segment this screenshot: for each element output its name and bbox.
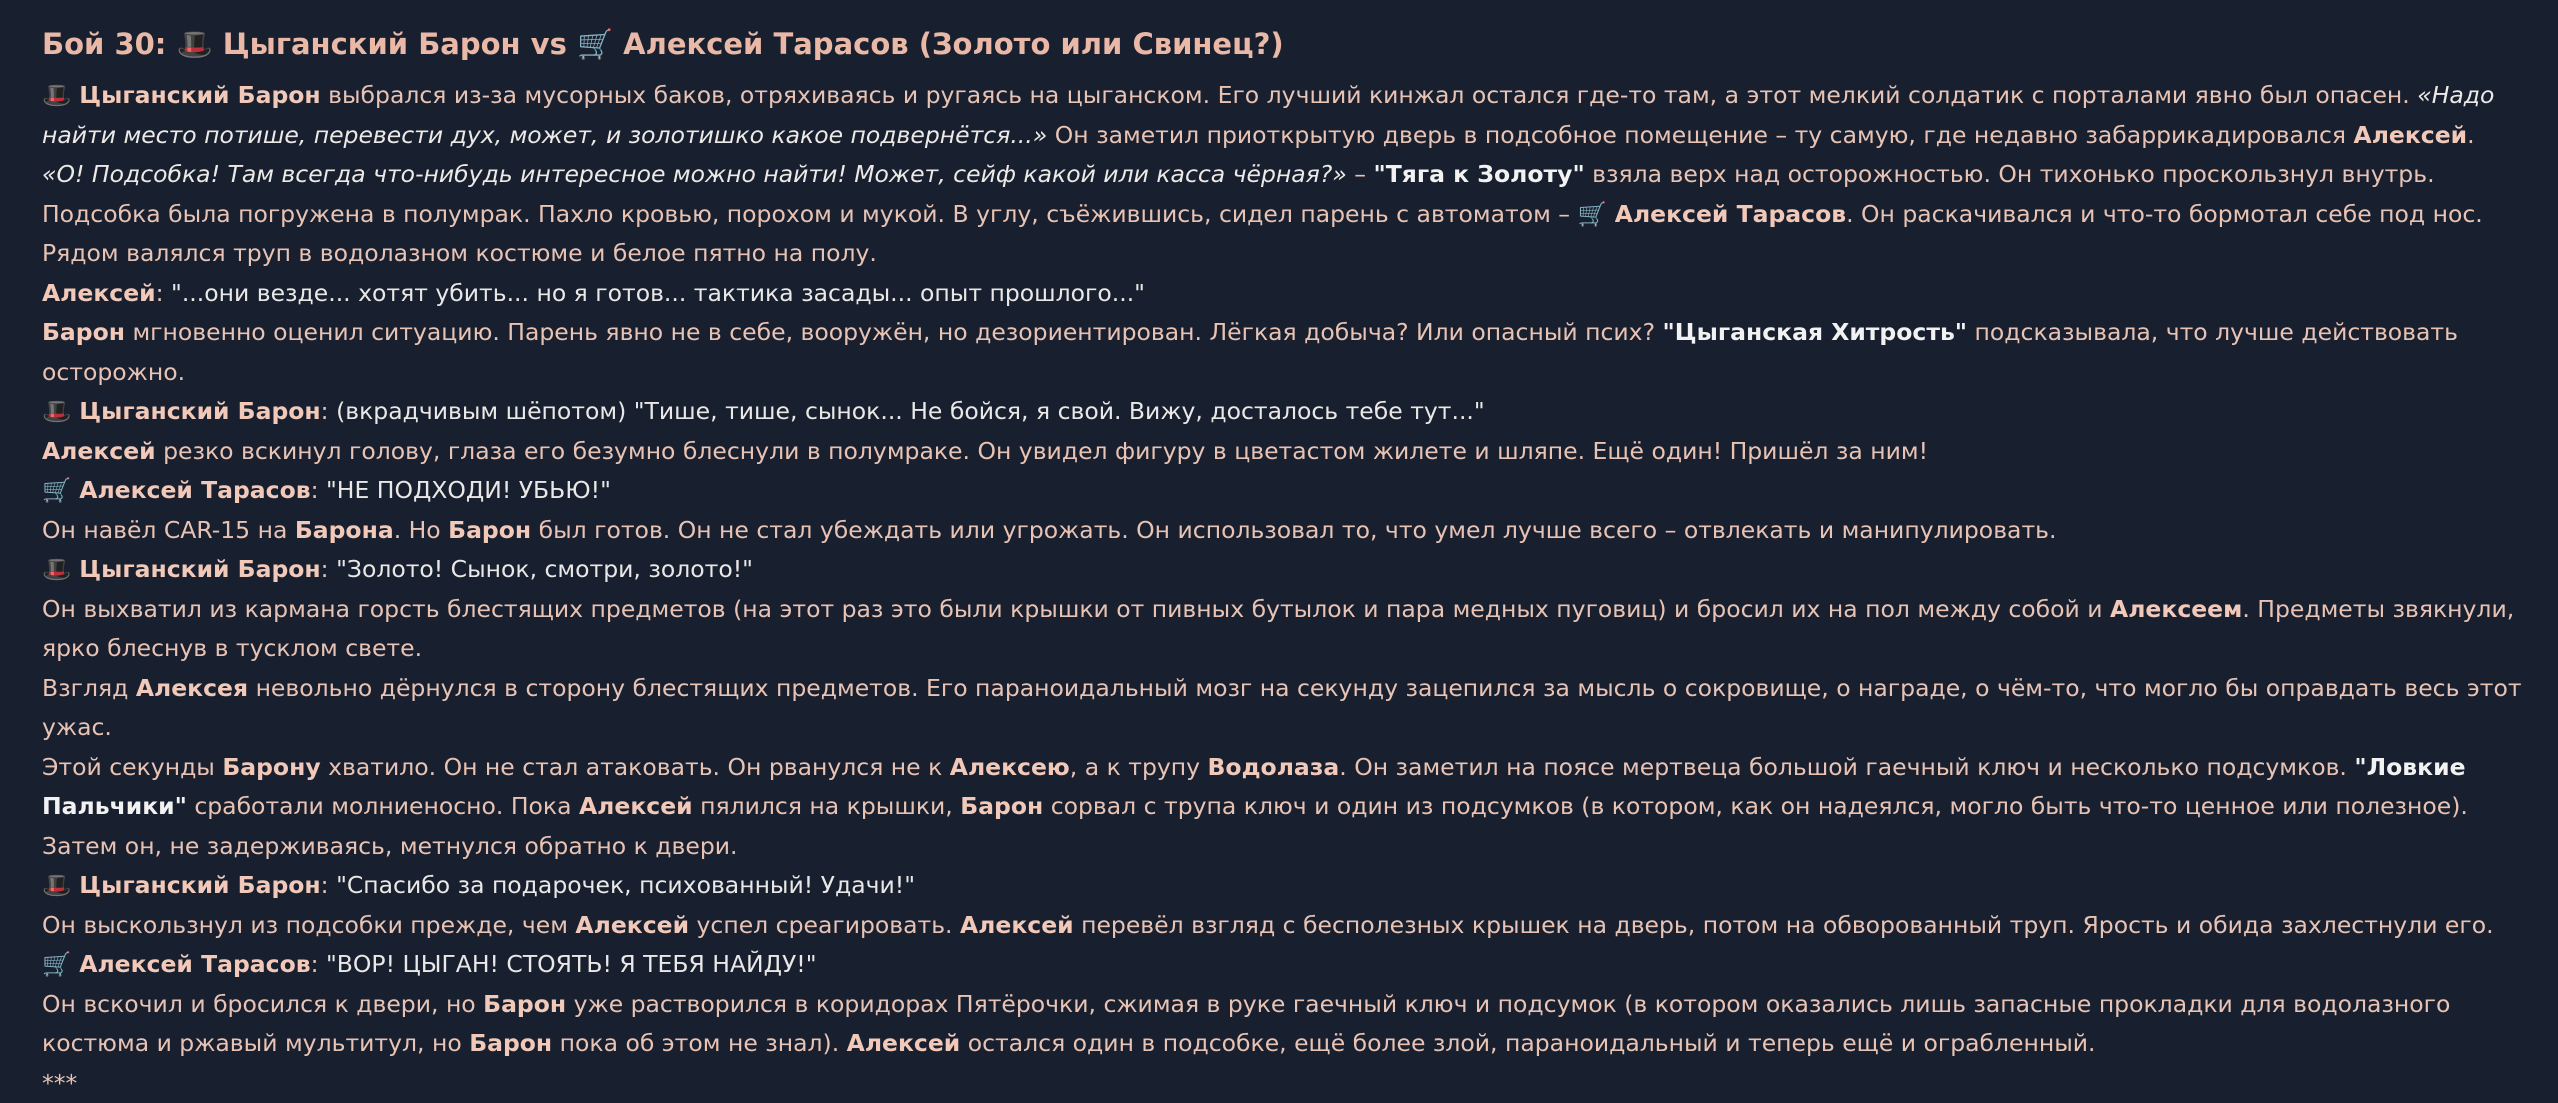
- character-name: Алексей Тарасов: [79, 950, 310, 978]
- narration-text: резко вскинул голову, глаза его безумно блеснули в полумраке. Он увидел фигуру в цветастом жилете и шляпе. Ещё один! Пришёл за ним!: [156, 437, 1928, 465]
- dialogue-line: "НЕ ПОДХОДИ! УБЬЮ!": [326, 476, 611, 504]
- character-name: Алексей: [575, 911, 689, 939]
- narration-text: Он навёл CAR-15 на: [42, 516, 295, 544]
- story-paragraph: [42, 906, 2542, 946]
- character-name: Алексей: [2354, 121, 2468, 149]
- dialogue-line: "ВОР! ЦЫГАН! СТОЯТЬ! Я ТЕБЯ НАЙДУ!": [326, 950, 817, 978]
- hat-icon: 🎩: [42, 550, 71, 590]
- story-paragraph: [42, 590, 2542, 669]
- narration-text: Этой секунды: [42, 753, 222, 781]
- cart-icon: 🛒: [42, 471, 71, 511]
- character-name: Барон: [42, 318, 125, 346]
- battle-title: Бой 30: 🎩 Цыганский Барон vs 🛒 Алексей Тарасов (Золото или Свинец?): [42, 20, 2542, 68]
- character-name: Барону: [222, 753, 320, 781]
- narration-text: :: [321, 871, 336, 899]
- story-paragraph: [42, 392, 2542, 432]
- narration-text: выбрался из-за мусорных баков, отряхиваясь и ругаясь на цыганском. Его лучший кинжал остался где-то там, а этот мелкий солдатик с порталами явно был опасен.: [321, 81, 2418, 109]
- story-paragraph: [42, 945, 2542, 985]
- story-paragraph: [42, 313, 2542, 392]
- narration-text: Он выскользнул из подсобки прежде, чем: [42, 911, 575, 939]
- narration-text: –: [1347, 160, 1374, 188]
- story-paragraph: [42, 432, 2542, 472]
- narration-text: хватило. Он не стал атаковать. Он рванулся не к: [321, 753, 950, 781]
- narration-text: уже растворился в коридорах Пятёрочки, сжимая в руке гаечный ключ и подсумок (в котором оказались лишь запасные прокладки для водолазного костюма и ржавый мультитул, но: [42, 990, 2458, 1058]
- story-paragraph: [42, 1064, 2542, 1103]
- character-name: Алексей Тарасов: [1615, 200, 1846, 228]
- story-paragraph: [42, 471, 2542, 511]
- narration-text: пялился на крышки,: [693, 792, 961, 820]
- narration-text: :: [321, 555, 336, 583]
- cart-icon: 🛒: [1578, 195, 1607, 235]
- narration-text: :: [311, 476, 326, 504]
- character-name: Цыганский Барон: [79, 397, 320, 425]
- skill-name: "Тяга к Золоту": [1374, 160, 1585, 188]
- story-paragraph: [42, 550, 2542, 590]
- inner-thought: «О! Подсобка! Там всегда что-нибудь интересное можно найти! Может, сейф какой или касса чёрная?»: [42, 160, 1347, 188]
- narration-text: сорвал с трупа ключ и один из подсумков (в котором, как он надеялся, могло быть что-то ценное или полезное).: [1043, 792, 2468, 820]
- story-paragraph: [42, 866, 2542, 906]
- character-name: Алексей Тарасов: [79, 476, 310, 504]
- dialogue-line: "...они везде... хотят убить... но я готов... тактика засады... опыт прошлого...": [171, 279, 1145, 307]
- character-name: Цыганский Барон: [79, 871, 320, 899]
- character-name: Алексей: [42, 437, 156, 465]
- narration-text: . Но: [394, 516, 448, 544]
- narration-text: Он выхватил из кармана горсть блестящих предметов (на этот раз это были крышки от пивных бутылок и пара медных пуговиц) и бросил их на пол между собой и: [42, 595, 2110, 623]
- hat-icon: 🎩: [42, 392, 71, 432]
- narration-text: . Он раскачивался и что-то бормотал себе под нос. Рядом валялся труп в водолазном костюме и белое пятно на полу.: [42, 200, 2490, 268]
- character-name: Алексей: [960, 911, 1074, 939]
- story-paragraph: [42, 511, 2542, 551]
- character-name: Барон: [483, 990, 566, 1018]
- story-paragraph: [42, 274, 2542, 314]
- story-paragraph: [42, 985, 2542, 1064]
- narration-text: . Предметы звякнули, ярко блеснув в тусклом свете.: [42, 595, 2522, 663]
- narration-text: Он заметил приоткрытую дверь в подсобное помещение – ту самую, где недавно забаррикадировался: [1047, 121, 2353, 149]
- hat-icon: 🎩: [42, 76, 71, 116]
- character-name: Алексею: [950, 753, 1070, 781]
- character-name: Барон: [469, 1029, 552, 1057]
- story-paragraph: [42, 195, 2542, 274]
- character-name: Барона: [295, 516, 394, 544]
- narration-text: был готов. Он не стал убеждать или угрожать. Он использовал то, что умел лучше всего – отвлекать и манипулировать.: [531, 516, 2056, 544]
- narration-text: остался один в подсобке, ещё более злой, параноидальный и теперь ещё и ограбленный.: [960, 1029, 2095, 1057]
- character-name: Барон: [960, 792, 1043, 820]
- character-name: Цыганский Барон: [79, 81, 320, 109]
- narration-text: невольно дёрнулся в сторону блестящих предметов. Его параноидальный мозг на секунду зацепился за мысль о сокровище, о награде, о чём-то, что могло бы оправдать весь этот ужас.: [42, 674, 2529, 742]
- narration-text: ***: [42, 1069, 77, 1097]
- narration-text: Подсобка была погружена в полумрак. Пахло кровью, порохом и мукой. В углу, съёжившись, сидел парень с автоматом –: [42, 200, 1578, 228]
- narration-text: :: [156, 279, 171, 307]
- story-document: [42, 20, 2542, 1103]
- narration-text: Он вскочил и бросился к двери, но: [42, 990, 483, 1018]
- cart-icon: 🛒: [42, 945, 71, 985]
- skill-name: "Цыганская Хитрость": [1663, 318, 1968, 346]
- dialogue-line: "Золото! Сынок, смотри, золото!": [336, 555, 753, 583]
- dialogue-line: "Спасибо за подарочек, психованный! Удачи!": [336, 871, 915, 899]
- story-paragraph: [42, 76, 2542, 155]
- narration-text: подсказывала, что лучше действовать осторожно.: [42, 318, 2465, 386]
- story-paragraph: [42, 669, 2542, 748]
- hat-icon: 🎩: [42, 866, 71, 906]
- character-name: Алексея: [136, 674, 248, 702]
- character-name: Алексеем: [2110, 595, 2242, 623]
- inner-thought: «Надо найти место потише, перевести дух, может, и золотишко какое подвернётся...»: [42, 81, 2502, 149]
- character-name: Барон: [448, 516, 531, 544]
- narration-text: мгновенно оценил ситуацию. Парень явно не в себе, вооружён, но дезориентирован. Лёгкая добыча? Или опасный псих?: [125, 318, 1663, 346]
- narration-text: Взгляд: [42, 674, 136, 702]
- story-paragraph: [42, 748, 2542, 827]
- character-name: Алексей: [42, 279, 156, 307]
- narration-text: , а к трупу: [1070, 753, 1208, 781]
- story-paragraphs: [42, 76, 2542, 1103]
- narration-text: взяла верх над осторожностью. Он тихонько проскользнул внутрь.: [1585, 160, 2435, 188]
- narration-text: .: [2467, 121, 2474, 149]
- narration-text: сработали молниеносно. Пока: [187, 792, 579, 820]
- narration-text: :: [321, 397, 336, 425]
- character-name: Водолаза: [1208, 753, 1340, 781]
- character-name: Алексей: [847, 1029, 961, 1057]
- narration-text: Затем он, не задерживаясь, метнулся обратно к двери.: [42, 832, 738, 860]
- narration-text: успел среагировать.: [689, 911, 960, 939]
- narration-text: :: [311, 950, 326, 978]
- narration-text: . Он заметил на поясе мертвеца большой гаечный ключ и несколько подсумков.: [1339, 753, 2354, 781]
- character-name: Алексей: [579, 792, 693, 820]
- story-paragraph: [42, 827, 2542, 867]
- skill-name: "Ловкие Пальчики": [42, 753, 2474, 821]
- narration-text: пока об этом не знал).: [552, 1029, 846, 1057]
- narration-text: перевёл взгляд с бесполезных крышек на дверь, потом на обворованный труп. Ярость и обида захлестнули его.: [1074, 911, 2494, 939]
- story-paragraph: [42, 155, 2542, 195]
- character-name: Цыганский Барон: [79, 555, 320, 583]
- dialogue-line: (вкрадчивым шёпотом) "Тише, тише, сынок... Не бойся, я свой. Вижу, досталось тебе тут...": [336, 397, 1485, 425]
